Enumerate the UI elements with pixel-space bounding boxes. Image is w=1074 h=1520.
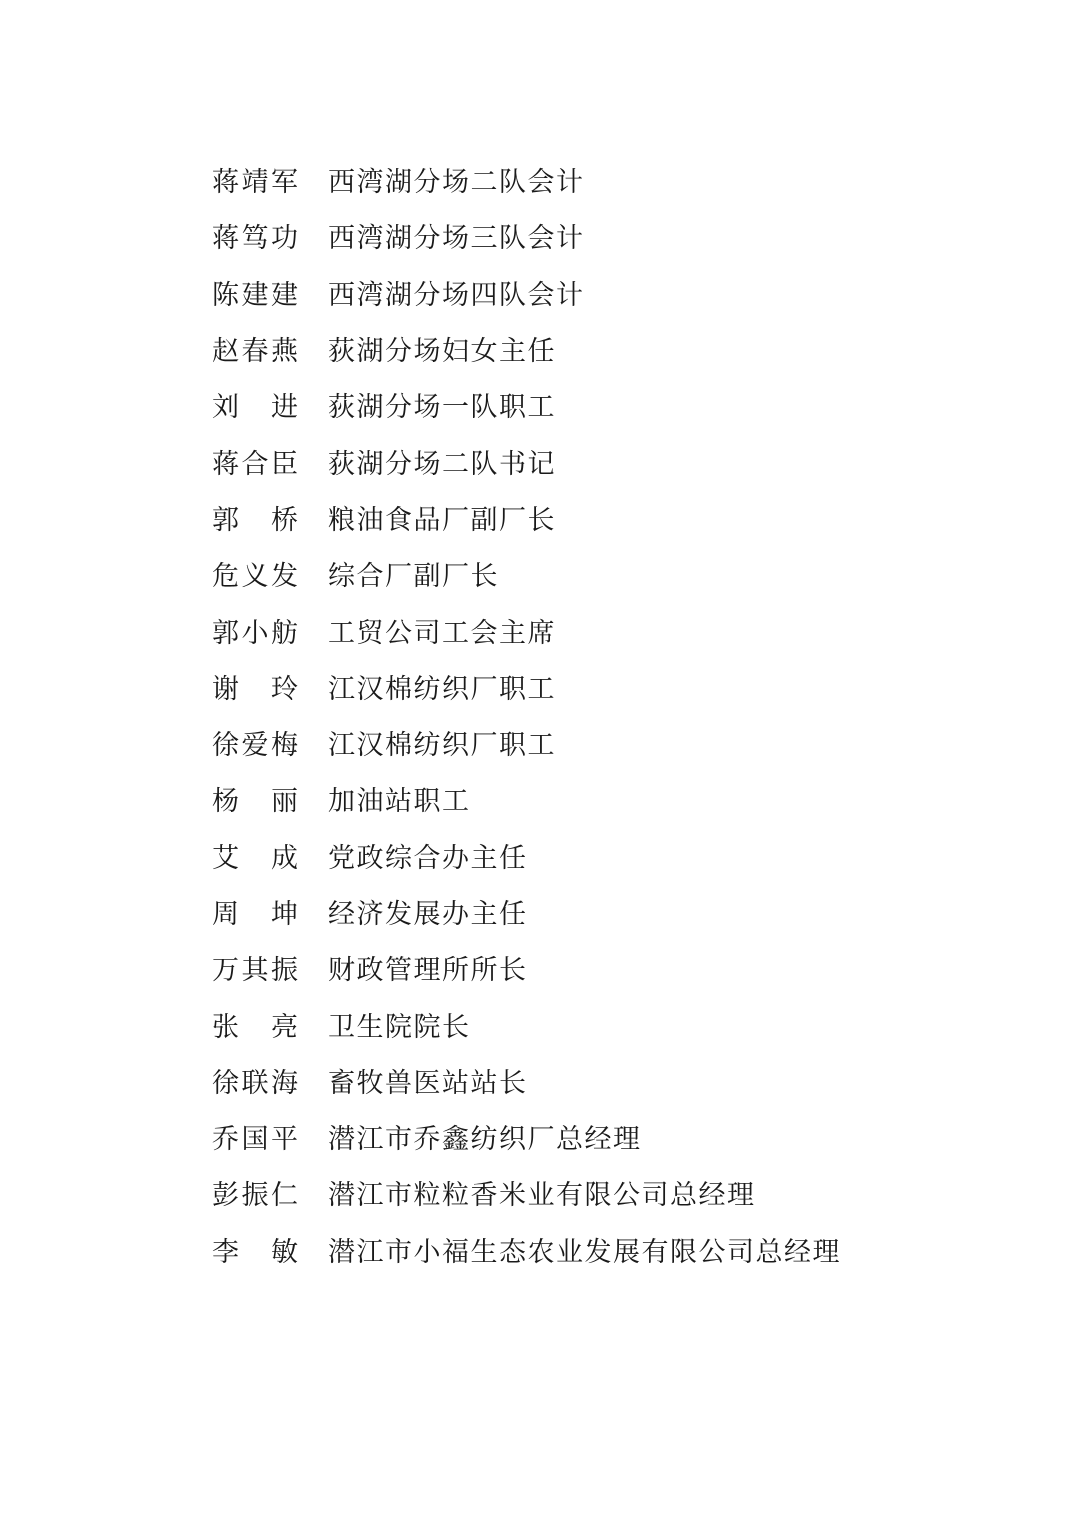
person-name: 郭 小 舫 [212, 617, 298, 649]
list-item [212, 436, 1012, 492]
list-item [212, 549, 1012, 605]
person-name: 万 其 振 [212, 955, 298, 987]
person-title: 西湾湖分场四队会计 [328, 279, 585, 311]
person-title: 江汉棉纺织厂职工 [328, 673, 556, 705]
list-item [212, 662, 1012, 718]
person-title: 荻湖分场二队书记 [328, 448, 556, 480]
person-name: 郭 桥 [212, 504, 298, 536]
person-title: 潜江市乔鑫纺织厂总经理 [328, 1124, 642, 1156]
person-title: 粮油食品厂副厂长 [328, 504, 556, 536]
list-item [212, 493, 1012, 549]
list-item [212, 943, 1012, 999]
person-title: 加油站职工 [328, 786, 471, 818]
person-title: 综合厂副厂长 [328, 561, 499, 593]
person-name: 危 义 发 [212, 561, 298, 593]
person-title: 西湾湖分场二队会计 [328, 167, 585, 199]
personnel-list [212, 155, 1012, 1281]
list-item [212, 831, 1012, 887]
list-item [212, 380, 1012, 436]
person-title: 财政管理所所长 [328, 955, 528, 987]
list-item [212, 1112, 1012, 1168]
list-item [212, 1056, 1012, 1112]
person-title: 荻湖分场妇女主任 [328, 336, 556, 368]
person-name: 乔 国 平 [212, 1124, 298, 1156]
person-title: 潜江市小福生态农业发展有限公司总经理 [328, 1236, 841, 1268]
person-title: 荻湖分场一队职工 [328, 392, 556, 424]
list-item [212, 774, 1012, 830]
person-name: 蒋 合 臣 [212, 448, 298, 480]
person-title: 卫生院院长 [328, 1011, 471, 1043]
person-title: 江汉棉纺织厂职工 [328, 730, 556, 762]
list-item [212, 324, 1012, 380]
person-name: 刘 进 [212, 392, 298, 424]
list-item [212, 1225, 1012, 1281]
list-item [212, 999, 1012, 1055]
person-name: 杨 丽 [212, 786, 298, 818]
person-name: 赵 春 燕 [212, 336, 298, 368]
list-item [212, 155, 1012, 211]
list-item [212, 211, 1012, 267]
person-title: 工贸公司工会主席 [328, 617, 556, 649]
person-name: 彭 振 仁 [212, 1180, 298, 1212]
person-name: 谢 玲 [212, 673, 298, 705]
list-item [212, 718, 1012, 774]
list-item [212, 268, 1012, 324]
person-title: 西湾湖分场三队会计 [328, 223, 585, 255]
person-title: 经济发展办主任 [328, 899, 528, 930]
list-item [212, 605, 1012, 661]
person-name: 李 敏 [212, 1236, 298, 1268]
list-item [212, 887, 1012, 943]
person-name: 陈 建 建 [212, 279, 298, 311]
person-name: 蒋 靖 军 [212, 167, 298, 199]
list-item [212, 1168, 1012, 1224]
person-name: 蒋 笃 功 [212, 223, 298, 255]
person-name: 张 亮 [212, 1011, 298, 1043]
person-title: 潜江市粒粒香米业有限公司总经理 [328, 1180, 756, 1212]
person-title: 畜牧兽医站站长 [328, 1067, 528, 1099]
person-name: 艾 成 [212, 842, 298, 874]
person-title: 党政综合办主任 [328, 842, 528, 874]
person-name: 周 坤 [212, 899, 298, 930]
person-name: 徐 爱 梅 [212, 730, 298, 762]
person-name: 徐 联 海 [212, 1067, 298, 1099]
